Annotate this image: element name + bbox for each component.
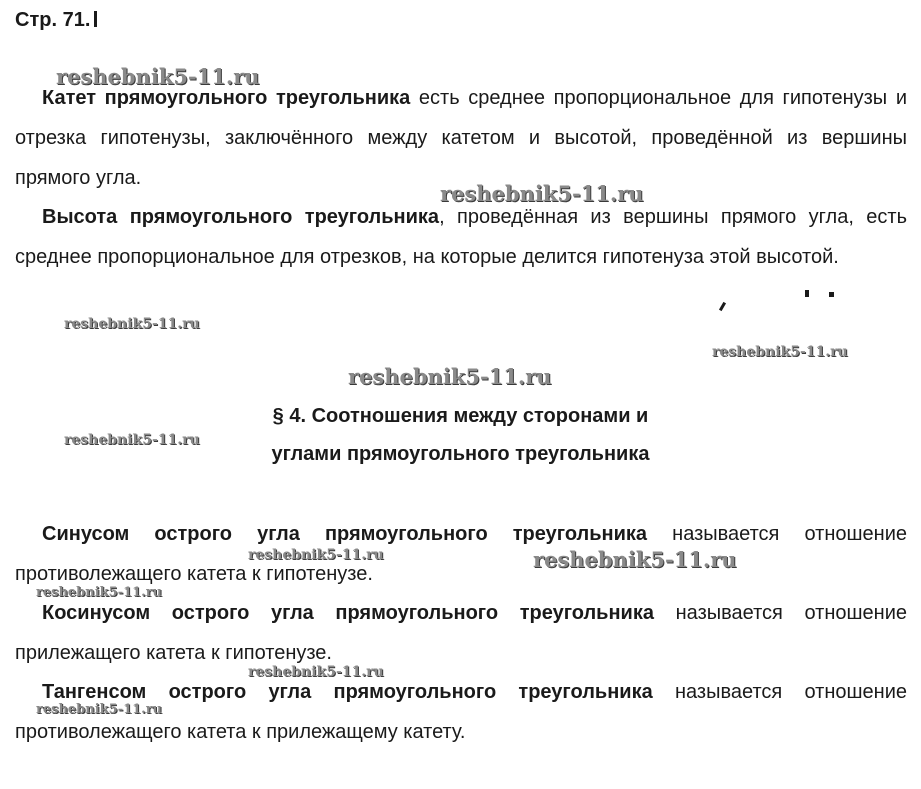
definition-term: Высота прямоугольного треугольника (42, 206, 440, 228)
stray-mark (805, 290, 809, 297)
section-heading-line-1: § 4. Соотношения между сторонами и (272, 405, 649, 427)
definition-term: Косинусом острого угла прямоугольного треугольника (42, 602, 654, 624)
cut-mark (94, 11, 97, 27)
watermark: reshebnik5-11.ru (248, 664, 384, 680)
definition-text: , проведённая из вершины прямого угла, есть среднее пропорциональное для отрезков, на которые делится гипотенуза этой высотой. (15, 206, 907, 268)
definition-leg-paragraph (15, 78, 907, 198)
definition-term: Катет прямоугольного треугольника (42, 87, 411, 109)
page-label (15, 9, 97, 32)
watermark: reshebnik5-11.ru (533, 547, 737, 572)
definition-text: есть среднее пропорциональное для гипотенузы и отрезка гипотенузы, заключённого между катетом и высотой, проведённой из вершины прямого угла. (15, 87, 907, 189)
definition-term: Тангенсом острого угла прямоугольного треугольника (42, 681, 653, 703)
watermark: reshebnik5-11.ru (36, 585, 163, 600)
watermark: reshebnik5-11.ru (440, 181, 644, 206)
stray-mark (719, 302, 726, 311)
watermark: reshebnik5-11.ru (64, 316, 200, 332)
watermark: reshebnik5-11.ru (36, 702, 163, 717)
watermark: reshebnik5-11.ru (64, 432, 200, 448)
definition-term: Синусом острого угла прямоугольного треугольника (42, 523, 648, 545)
watermark: reshebnik5-11.ru (712, 344, 848, 360)
watermark: reshebnik5-11.ru (348, 364, 552, 389)
section-heading-line-2: углами прямоугольного треугольника (271, 443, 650, 465)
watermark: reshebnik5-11.ru (248, 547, 384, 563)
definition-sine-paragraph (15, 514, 907, 594)
page-number: Стр. 71. (15, 9, 91, 31)
definition-text: называется отношение противолежащего катета к прилежащему катету. (15, 681, 907, 743)
definition-cosine-paragraph (15, 593, 907, 673)
definition-height-paragraph (15, 197, 907, 277)
definition-text: называется отношение прилежащего катета к гипотенузе. (15, 602, 908, 664)
stray-mark (829, 292, 834, 297)
definition-text: называется отношение противолежащего катета к гипотенузе. (15, 523, 907, 585)
watermark: reshebnik5-11.ru (56, 64, 260, 89)
